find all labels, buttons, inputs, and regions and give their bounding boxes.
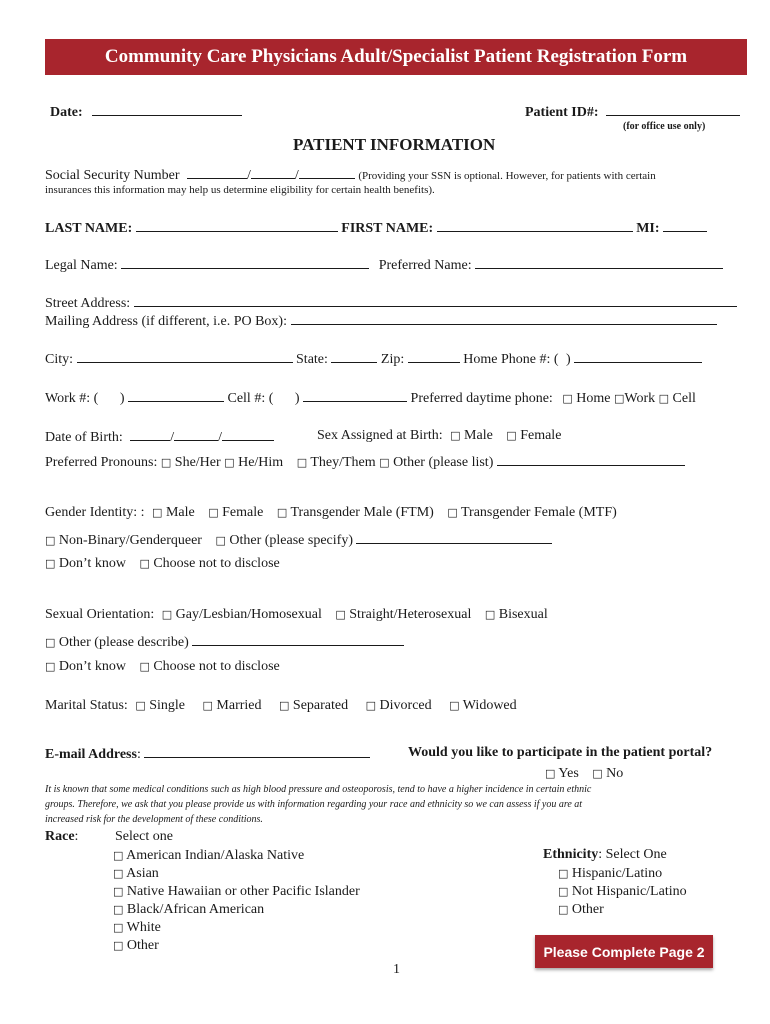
gender-female-checkbox[interactable]: □ (208, 506, 219, 519)
legal-name-row (45, 256, 723, 274)
gender-male-checkbox[interactable]: □ (152, 506, 163, 519)
gender-male-option: Male (165, 505, 195, 520)
last-name-label: LAST NAME: (45, 221, 133, 236)
orientation-row-2 (45, 633, 404, 651)
ethnicity-checkbox[interactable]: □ (558, 885, 569, 898)
race-select-label: Select one (115, 829, 173, 844)
city-label: City: (45, 352, 74, 367)
gender-other-option: Other (please specify) (229, 533, 353, 548)
mi-label: MI: (636, 221, 660, 236)
preferred-phone-label: Preferred daytime phone: (410, 391, 553, 406)
gender-row-1 (45, 505, 617, 521)
work-phone-blank[interactable] (128, 389, 224, 402)
last-name-blank[interactable] (136, 219, 338, 232)
ethnicity-option-row[interactable] (558, 883, 687, 901)
gender-mtf-option: Transgender Female (MTF) (461, 505, 617, 520)
orientation-bisexual-option: Bisexual (498, 607, 548, 622)
marital-married-option: Married (216, 698, 262, 713)
sex-male-option: Male (464, 428, 493, 443)
pronoun-they-option: They/Them (310, 455, 376, 470)
legal-name-blank[interactable] (121, 256, 369, 269)
ssn-field[interactable]: Social Security Number / / (Providing your SSN is optional. However, for patients with certain (45, 168, 656, 183)
race-option-label: White (126, 920, 161, 935)
portal-options (545, 766, 623, 782)
state-label: State: (296, 352, 328, 367)
ssn-note: (Providing your SSN is optional. However, for patients with certain (358, 170, 656, 182)
gender-row-3 (45, 556, 280, 572)
city-row: City: State: Zip: Home Phone #: ( ) (45, 350, 702, 368)
office-use-note: (for office use only) (623, 121, 706, 132)
race-option-row[interactable] (113, 883, 360, 901)
ssn-note-2: insurances this information may help us determine eligibility for certain health benefits). (45, 184, 435, 196)
orientation-dontknow-checkbox[interactable]: □ (45, 660, 56, 673)
race-option-row[interactable] (113, 901, 360, 919)
pronoun-other-checkbox[interactable]: □ (379, 456, 390, 469)
section-title: PATIENT INFORMATION (293, 135, 496, 154)
ethnicity-option-label: Not Hispanic/Latino (571, 884, 687, 899)
gender-nodisclose-option: Choose not to disclose (153, 556, 280, 571)
cell-phone-blank[interactable] (303, 389, 407, 402)
ssn-part-2[interactable] (251, 166, 295, 179)
gender-dontknow-checkbox[interactable]: □ (45, 557, 56, 570)
patient-id-label: Patient ID#: (525, 105, 599, 120)
marital-divorced-checkbox[interactable]: □ (365, 699, 377, 712)
marital-single-checkbox[interactable]: □ (135, 699, 146, 712)
race-checkbox[interactable]: □ (113, 849, 124, 862)
home-phone-label: Home Phone #: ( (463, 352, 559, 367)
city-blank[interactable] (77, 350, 293, 363)
sex-female-option: Female (520, 428, 562, 443)
pronouns-label: Preferred Pronouns: (45, 455, 158, 470)
sex-row (317, 428, 561, 444)
pronoun-other-blank[interactable] (497, 453, 685, 466)
orientation-other-option: Other (please describe) (58, 635, 189, 650)
first-name-label: FIRST NAME: (341, 221, 434, 236)
race-heading: Race: (45, 829, 79, 844)
race-option-row[interactable] (113, 847, 360, 865)
ethnicity-heading: Ethnicity: Select One (543, 847, 667, 862)
work-row: Work #: ( ) Cell #: ( ) Preferred daytime phone: □ Home □Work □ Cell (45, 391, 696, 406)
orientation-label: Sexual Orientation: (45, 607, 155, 622)
form-title: Community Care Physicians Adult/Specialist Patient Registration Form (45, 39, 747, 75)
race-checkbox[interactable]: □ (113, 885, 124, 898)
sex-label: Sex Assigned at Birth: (317, 428, 443, 443)
portal-yes-option: Yes (558, 766, 579, 781)
zip-label: Zip: (380, 352, 405, 367)
portal-no-option: No (606, 766, 624, 781)
marital-label: Marital Status: (45, 698, 128, 713)
portal-question: Would you like to participate in the patient portal? (408, 745, 713, 760)
state-blank[interactable] (331, 350, 377, 363)
preferred-name-blank[interactable] (475, 256, 723, 269)
disclaimer-line-1: It is known that some medical conditions such as high blood pressure and osteoporosis, tend to have a higher incidence in certain ethnic (45, 784, 592, 795)
cell-phone-label: Cell #: ( (227, 391, 274, 406)
street-row (45, 294, 737, 312)
orientation-other-blank[interactable] (192, 633, 404, 646)
ethnicity-select-label: Select One (605, 847, 667, 862)
marital-widowed-checkbox[interactable]: □ (449, 699, 460, 712)
marital-separated-checkbox[interactable]: □ (279, 699, 290, 712)
gender-label: Gender Identity: : (45, 505, 145, 520)
home-phone-blank[interactable] (574, 350, 702, 363)
date-label: Date: (50, 105, 83, 120)
race-option-row[interactable] (113, 865, 360, 883)
work-phone-label: Work #: ( (45, 391, 99, 406)
race-checkbox[interactable]: □ (113, 867, 124, 880)
orientation-gay-option: Gay/Lesbian/Homosexual (175, 607, 322, 622)
pronoun-he-option: He/Him (238, 455, 284, 470)
work-checkbox[interactable]: □ (613, 392, 625, 405)
race-checkbox[interactable]: □ (113, 903, 124, 916)
gender-nonbinary-checkbox[interactable]: □ (45, 534, 56, 547)
pronoun-she-checkbox[interactable]: □ (160, 456, 172, 469)
race-option-row[interactable] (113, 937, 360, 955)
race-options (113, 847, 360, 955)
page-number: 1 (393, 962, 400, 977)
mailing-blank[interactable] (291, 312, 717, 325)
ethnicity-option-row[interactable] (558, 901, 687, 919)
ethnicity-checkbox[interactable]: □ (558, 867, 569, 880)
sex-female-checkbox[interactable]: □ (506, 429, 517, 442)
email-blank[interactable] (144, 745, 370, 758)
work-option: Work (624, 391, 656, 406)
preferred-name-label: Preferred Name: (378, 258, 472, 273)
portal-no-checkbox[interactable]: □ (592, 767, 603, 780)
pronoun-she-option: She/Her (174, 455, 221, 470)
cell-checkbox[interactable]: □ (658, 392, 670, 405)
dob-row: Date of Birth: / / (45, 428, 274, 446)
race-checkbox[interactable]: □ (113, 921, 124, 934)
orientation-row-1 (45, 607, 548, 623)
disclaimer-line-2: groups. Therefore, we ask that you please provide us with information regarding your race and ethnicity so we can assess if you are at (45, 799, 583, 810)
email-row: E-mail Address: (45, 745, 370, 763)
dob-label: Date of Birth: (45, 430, 123, 445)
street-blank[interactable] (134, 294, 737, 307)
pronoun-they-checkbox[interactable]: □ (296, 456, 308, 469)
legal-name-label: Legal Name: (45, 258, 118, 273)
ssn-part-3[interactable] (299, 166, 355, 179)
race-checkbox[interactable]: □ (113, 939, 124, 952)
street-label: Street Address: (45, 296, 131, 311)
gender-other-blank[interactable] (356, 531, 552, 544)
date-field[interactable] (50, 103, 242, 121)
marital-row (45, 698, 517, 714)
first-name-blank[interactable] (437, 219, 633, 232)
sex-male-checkbox[interactable]: □ (450, 429, 461, 442)
race-option-label: Black/African American (126, 902, 265, 917)
orientation-other-checkbox[interactable]: □ (45, 636, 56, 649)
gender-dontknow-option: Don’t know (58, 556, 126, 571)
gender-other-checkbox[interactable]: □ (215, 534, 226, 547)
orientation-straight-checkbox[interactable]: □ (335, 608, 346, 621)
mailing-label: Mailing Address (if different, i.e. PO Box): (45, 314, 287, 329)
orientation-gay-checkbox[interactable]: □ (161, 608, 173, 621)
ethnicity-option-label: Other (571, 902, 604, 917)
ssn-part-1[interactable] (187, 166, 247, 179)
race-option-label: American Indian/Alaska Native (126, 848, 305, 863)
race-option-label: Asian (126, 866, 159, 881)
ethnicity-label: Ethnicity (543, 847, 599, 862)
dob-day[interactable] (174, 428, 218, 441)
ethnicity-checkbox[interactable]: □ (558, 903, 569, 916)
race-option-label: Other (126, 938, 159, 953)
gender-ftm-option: Transgender Male (FTM) (290, 505, 434, 520)
patient-id-field[interactable] (525, 103, 740, 121)
dob-year[interactable] (222, 428, 274, 441)
mailing-row (45, 312, 717, 330)
gender-nonbinary-option: Non-Binary/Genderqueer (58, 533, 202, 548)
name-row (45, 219, 707, 237)
race-label: Race (45, 829, 75, 844)
ethnicity-option-row[interactable] (558, 865, 687, 883)
date-blank[interactable] (92, 103, 242, 116)
cell-option: Cell (672, 391, 696, 406)
ssn-label: Social Security Number (45, 168, 180, 183)
race-option-row[interactable] (113, 919, 360, 937)
complete-page-2-button[interactable]: Please Complete Page 2 (535, 935, 713, 968)
zip-blank[interactable] (408, 350, 460, 363)
disclaimer-line-3: increased risk for the development of these conditions. (45, 814, 263, 825)
marital-divorced-option: Divorced (379, 698, 432, 713)
home-checkbox[interactable]: □ (562, 392, 573, 405)
marital-married-checkbox[interactable]: □ (202, 699, 213, 712)
orientation-nodisclose-option: Choose not to disclose (153, 659, 280, 674)
mi-blank[interactable] (663, 219, 707, 232)
gender-row-2 (45, 531, 552, 549)
pronoun-he-checkbox[interactable]: □ (224, 456, 235, 469)
ethnicity-options (558, 865, 687, 919)
gender-mtf-checkbox[interactable]: □ (447, 506, 458, 519)
marital-single-option: Single (149, 698, 186, 713)
orientation-straight-option: Straight/Heterosexual (349, 607, 472, 622)
patient-id-blank[interactable] (606, 103, 740, 116)
orientation-row-3 (45, 659, 280, 675)
email-label: E-mail Address (45, 747, 137, 762)
race-option-label: Native Hawaiian or other Pacific Islander (126, 884, 360, 899)
marital-separated-option: Separated (292, 698, 349, 713)
home-option: Home (576, 391, 611, 406)
orientation-nodisclose-checkbox[interactable]: □ (139, 660, 150, 673)
orientation-dontknow-option: Don’t know (58, 659, 126, 674)
orientation-bisexual-checkbox[interactable]: □ (484, 608, 496, 621)
pronouns-row (45, 453, 685, 471)
marital-widowed-option: Widowed (462, 698, 517, 713)
gender-female-option: Female (222, 505, 264, 520)
gender-ftm-checkbox[interactable]: □ (276, 506, 288, 519)
ethnicity-option-label: Hispanic/Latino (571, 866, 663, 881)
portal-yes-checkbox[interactable]: □ (545, 767, 556, 780)
pronoun-other-option: Other (please list) (393, 455, 494, 470)
dob-month[interactable] (130, 428, 170, 441)
gender-nodisclose-checkbox[interactable]: □ (139, 557, 150, 570)
